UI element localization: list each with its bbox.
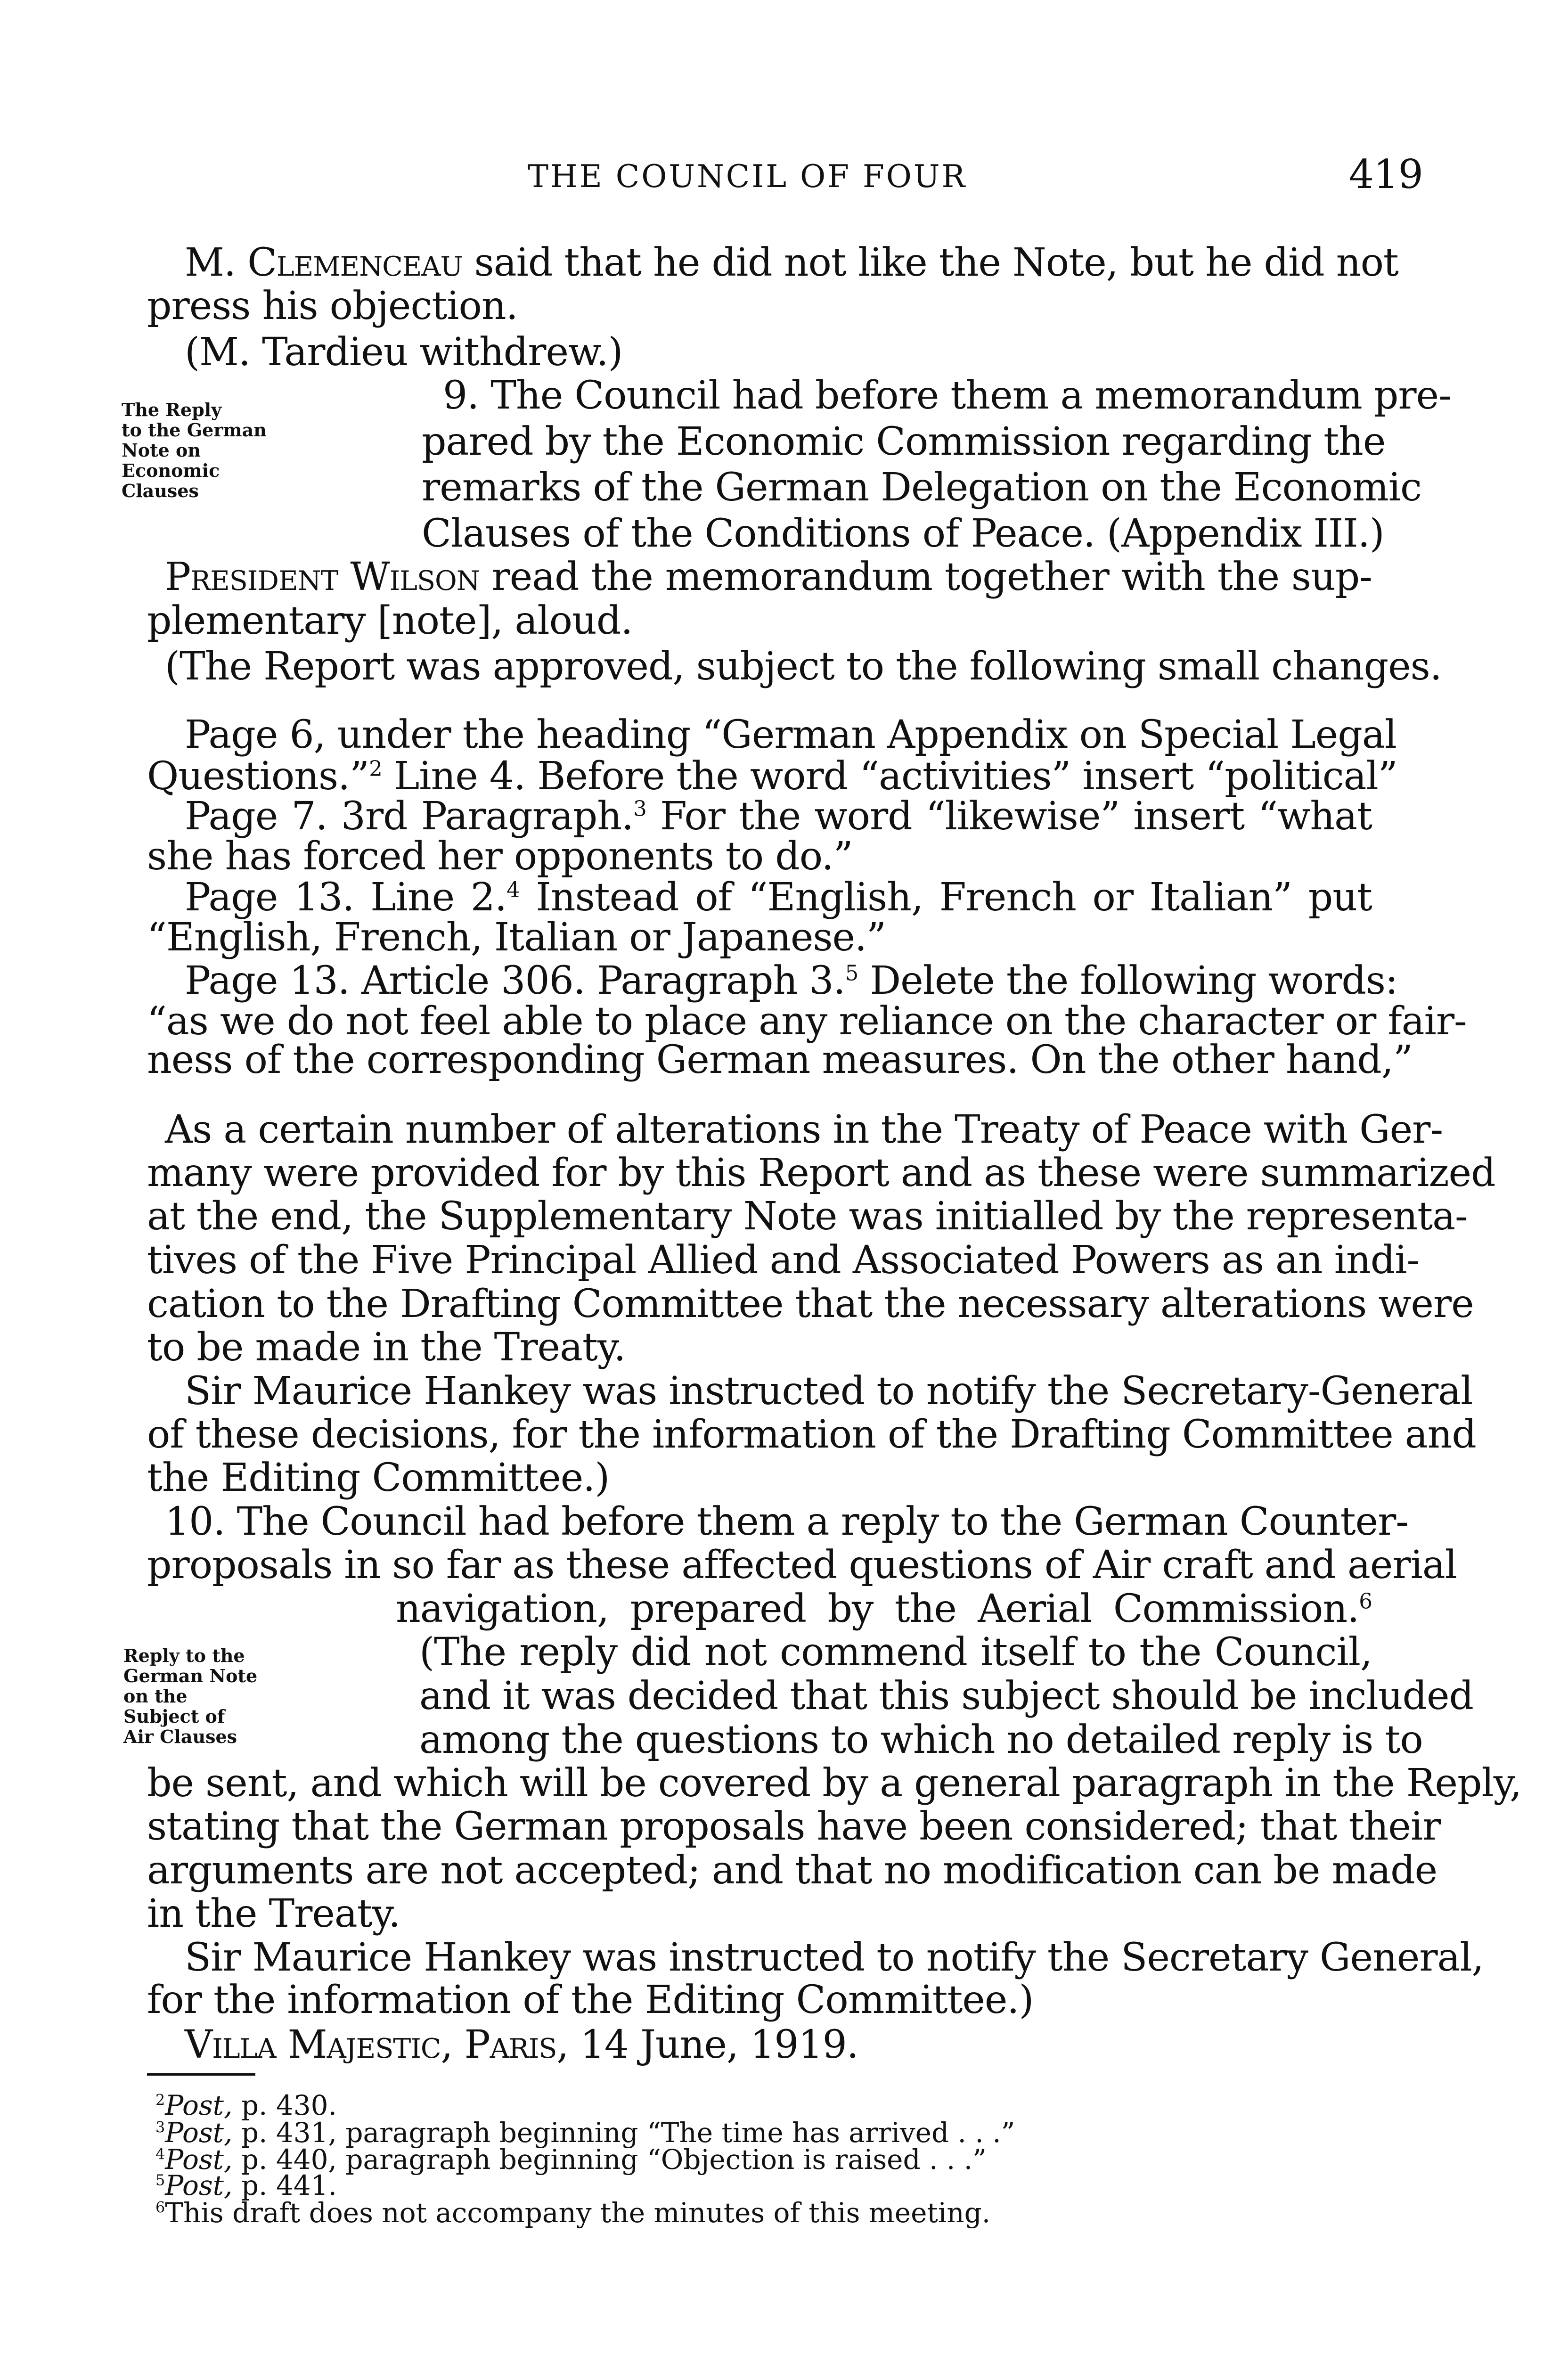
body-line: cation to the Drafting Committee that the necessary alterations were [147, 1282, 1474, 1326]
dateline: Villa Majestic, Paris, 14 June, 1919. [185, 2022, 858, 2067]
body-line: Page 13. Article 306. Paragraph 3.$^5$ Delete the following words: [185, 958, 1398, 1003]
body-line: arguments are not accepted; and that no modification can be made [147, 1848, 1437, 1893]
body-line: 10. The Council had before them a reply to the German Counter- [165, 1499, 1409, 1544]
body-line: be sent, and which will be covered by a general paragraph in the Reply, [147, 1761, 1522, 1806]
body-line: tives of the Five Principal Allied and Associated Powers as an indi- [147, 1238, 1420, 1283]
body-line: Sir Maurice Hankey was instructed to notify the Secretary-General [185, 1369, 1473, 1414]
body-line: M. Clemenceau said that he did not like the Note, but he did not [185, 240, 1398, 285]
body-line: to be made in the Treaty. [147, 1325, 626, 1370]
body-line: Sir Maurice Hankey was instructed to notify the Secretary General, [185, 1935, 1484, 1980]
body-line: 9. The Council had before them a memorandum pre- [443, 373, 1451, 418]
body-line: for the information of the Editing Committee.) [147, 1978, 1034, 2022]
footnote: $^3$Post, p. 431, paragraph beginning “The time has arrived . . .” [155, 2117, 1015, 2149]
body-line: “as we do not feel able to place any reliance on the character or fair- [147, 999, 1467, 1044]
footnote-rule [147, 2073, 255, 2076]
body-line: she has forced her opponents to do.” [147, 834, 853, 879]
body-line: President Wilson read the memorandum together with the sup- [165, 555, 1372, 599]
sidenote-reply-air: Reply to the German Note on the Subject of Air Clauses [123, 1645, 258, 1747]
body-line: stating that the German proposals have been considered; that their [147, 1804, 1441, 1849]
page-number: 419 [1348, 151, 1423, 197]
body-line: proposals in so far as these affected questions of Air craft and aerial [147, 1543, 1457, 1587]
running-title: THE COUNCIL OF FOUR [528, 158, 967, 195]
body-line: Page 13. Line 2.$^4$ Instead of “English, French or Italian” put [185, 875, 1372, 920]
body-line: many were provided for by this Report and as these were summarized [147, 1151, 1495, 1195]
body-line: among the questions to which no detailed reply is to [419, 1718, 1423, 1762]
body-line: As a certain number of alterations in the Treaty of Peace with Ger- [165, 1107, 1443, 1152]
body-line: at the end, the Supplementary Note was initialled by the representa- [147, 1194, 1468, 1239]
body-line: ness of the corresponding German measures. On the other hand,” [147, 1038, 1413, 1082]
footnote: $^6$This draft does not accompany the minutes of this meeting. [155, 2197, 991, 2229]
footnote: $^4$Post, p. 440, paragraph beginning “Objection is raised . . .” [155, 2143, 987, 2176]
body-line: the Editing Committee.) [147, 1456, 610, 1500]
footnote: $^5$Post, p. 441. [155, 2169, 337, 2201]
body-line: (The reply did not commend itself to the Council, [419, 1630, 1372, 1675]
footnote: $^2$Post, p. 430. [155, 2089, 337, 2121]
body-line: Questions.”$^2$ Line 4. Before the word “activities” insert “political” [147, 754, 1397, 799]
body-line: pared by the Economic Commission regarding the [422, 419, 1386, 464]
body-line: “English, French, Italian or Japanese.” [147, 915, 886, 960]
body-line: (M. Tardieu withdrew.) [185, 330, 623, 375]
body-line: remarks of the German Delegation on the Economic [422, 465, 1421, 510]
body-line: plementary [note], aloud. [147, 598, 633, 643]
sidenote-reply-economic: The Reply to the German Note on Economic Clauses [122, 399, 267, 501]
body-line: press his objection. [147, 284, 518, 328]
body-line: navigation, prepared by the Aerial Commission.$^6$ [396, 1587, 1372, 1631]
body-line: Page 6, under the heading “German Appendix on Special Legal [185, 712, 1396, 757]
body-line: Clauses of the Conditions of Peace. (Appendix III.) [422, 511, 1384, 556]
body-line: in the Treaty. [147, 1891, 400, 1936]
body-line: of these decisions, for the information of the Drafting Committee and [147, 1412, 1476, 1457]
body-line: and it was decided that this subject should be included [419, 1674, 1473, 1718]
body-line: Page 7. 3rd Paragraph.$^3$ For the word “likewise” insert “what [185, 794, 1372, 839]
body-line: (The Report was approved, subject to the following small changes. [165, 644, 1442, 689]
